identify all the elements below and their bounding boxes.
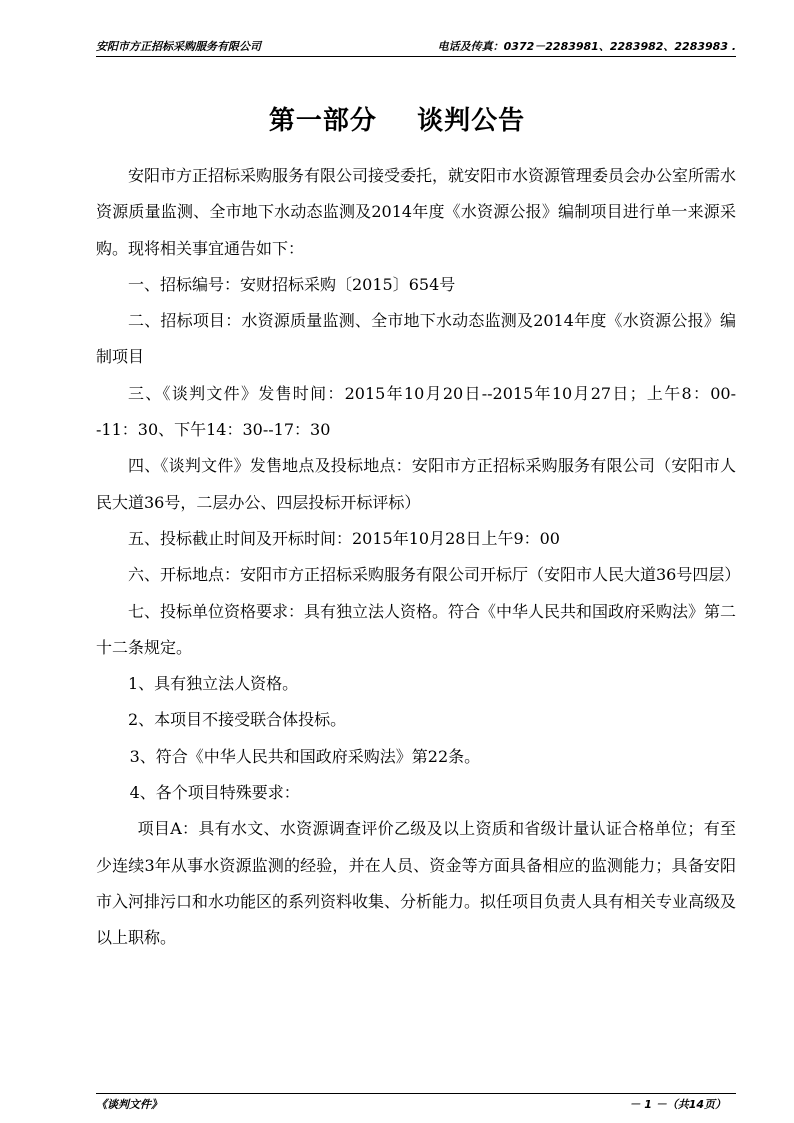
page-title: 第一部分 谈判公告 xyxy=(268,106,526,136)
intro-paragraph: 安阳市方正招标采购服务有限公司接受委托，就安阳市水资源管理委员会办公室所需水资源质量监测、全市地下水动态监测及2014年度《水资源公报》编制项目进行单一来源采购。现将相关事宜通告如下： xyxy=(96,166,737,258)
document-body xyxy=(96,158,741,957)
item-deadline: 五、投标截止时间及开标时间：2015年10月28日上午9：00 xyxy=(128,528,560,548)
requirement-1: 1、具有独立法人资格。 xyxy=(128,674,299,694)
header-company: 安阳市方正招标采购服务有限公司 xyxy=(96,40,261,53)
page-header xyxy=(96,34,736,57)
footer-doc-name: 《谈判文件》 xyxy=(96,1098,162,1111)
requirement-2: 2、本项目不接受联合体投标。 xyxy=(128,710,347,730)
item-opening-location: 六、开标地点：安阳市方正招标采购服务有限公司开标厅（安阳市人民大道36号四层） xyxy=(128,565,741,585)
footer-page-number: － 1 －（共14页） xyxy=(629,1098,726,1111)
item-sale-time: 三、《谈判文件》发售时间：2015年10月20日--2015年10月27日；上午8：00--11：30、下午14：30--17：30 xyxy=(96,383,736,440)
item-sale-location: 四、《谈判文件》发售地点及投标地点：安阳市方正招标采购服务有限公司（安阳市人民大道36号，二层办公、四层投标开标评标） xyxy=(96,456,736,512)
header-phone: 电话及传真：0372－2283981、2283982、2283983 . xyxy=(437,40,736,53)
project-a-requirement: 项目A：具有水文、水资源调查评价乙级及以上资质和省级计量认证合格单位；有至少连续3年从事水资源监测的经验，并在人员、资金等方面具备相应的监测能力；具备安阳市入河排污口和水功能区的系列资料收集、分析能力。拟任项目负责人具有相关专业高级及以上职称。 xyxy=(96,819,737,948)
item-bid-number: 一、招标编号：安财招标采购〔2015〕654号 xyxy=(128,274,456,294)
requirement-3: 3、符合《中华人民共和国政府采购法》第22条。 xyxy=(129,746,481,766)
page-footer xyxy=(96,1093,736,1114)
item-qualification: 七、投标单位资格要求：具有独立法人资格。符合《中华人民共和国政府采购法》第二十二条规定。 xyxy=(96,601,737,657)
requirement-4: 4、各个项目特殊要求： xyxy=(129,783,300,803)
item-project: 二、招标项目：水资源质量监测、全市地下水动态监测及2014年度《水资源公报》编制项目 xyxy=(96,311,736,367)
